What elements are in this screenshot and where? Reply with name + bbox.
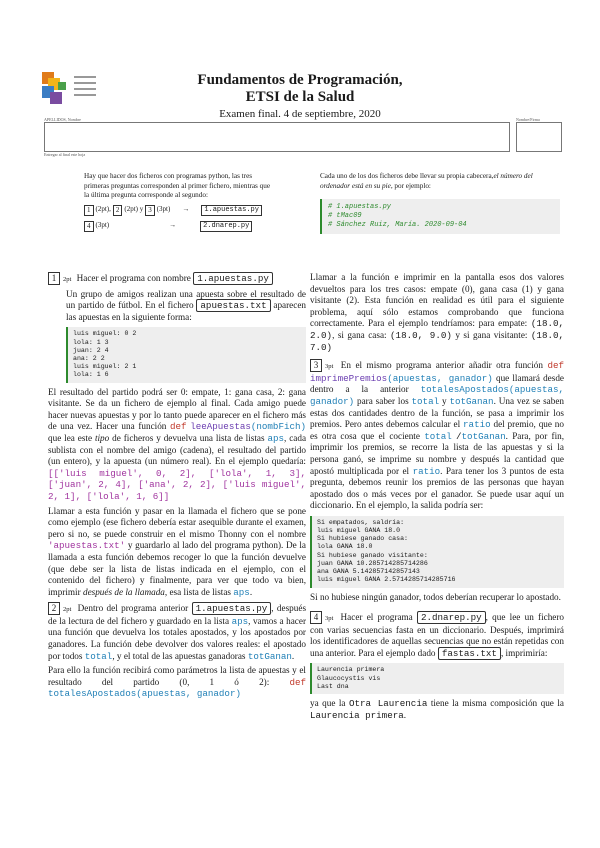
name-field[interactable] <box>44 122 510 152</box>
question-points: 3pt <box>325 363 334 371</box>
intro-right <box>320 172 560 234</box>
question-points: 2pt <box>63 276 72 283</box>
points: (3pt) <box>95 221 110 230</box>
sign-field-label: Nombre/Firma <box>516 117 540 122</box>
footnote: Entregar al final este hoja <box>44 152 86 157</box>
left-column <box>48 272 306 703</box>
question-number: 1 <box>48 272 60 285</box>
intro-text: Hay que hacer dos ficheros con programas python, las tres primeras preguntas corresponden al primer fichero, mientras que la última pregunta corresponde al segundo: <box>84 172 271 199</box>
question-ref: 1 <box>84 205 94 216</box>
file-map-row-1 <box>84 205 274 216</box>
points: (2pt), <box>95 205 111 214</box>
question-4: 4 3pt Hacer el programa 2.dnarep.py , que lee un fichero con varias secuencias fasta en un diccionario. Después, imprimirá los identificadores de aquellas secuencias que no están repetidas con una anterior. Para el ejemplo dado fastas.txt , imprimiría: Laurencia primera Glaucocystis vis Last dna ya que la Otra Laurencia tiene la misma composición que la Laurencia primera. <box>310 612 565 721</box>
file-name: 1.apuestas.py <box>201 205 262 216</box>
page-title <box>160 72 440 106</box>
premios-output-code: Si empatados, saldría: luis miguel GANA 18.0 Si hubiese ganado casa: lola GANA 18.0 Si hubiese ganado visitante: juan GANA 10.285714285714286 ana GANA 5.142857142857143 luis miguel GANA 2.5714285714285716 <box>310 516 564 588</box>
question-number: 4 <box>310 611 322 624</box>
arrow-right-icon: → <box>182 205 190 214</box>
name-field-label: APELLIDOS, Nombre <box>44 117 81 122</box>
question-number: 3 <box>310 359 322 372</box>
question-number: 2 <box>48 602 60 615</box>
dnarep-output-code: Laurencia primera Glaucocystis vis Last dna <box>310 663 564 694</box>
question-points: 3pt <box>325 615 334 623</box>
title-line-2: ETSI de la Salud <box>245 89 355 105</box>
right-column <box>310 272 564 724</box>
question-3: 3 3pt En el mismo programa anterior añadir otra función def imprimePremios(apuestas, ganador) que llamará desde dentro a la anterior totalesApostados(apuestas, ganador) para saber los total y totGanan. Una vez se saben estas dos cantidades dentro de la función, se pasa a imprimir los premios. Pero antes debemos calcular el ratio del premio, que no es otra cosa que el cociente total /totGanan. Para, por fin, imprimir los premios, se recorre la lista de las apuestas y si la persona ganó, se imprime su nombre y después la cantidad que apostó multiplicada por el ratio. Para tener los 3 puntos de esta pregunta, debemos reunir los premios de las personas que hayan apostado dos o más veces por el ganador. Se puede usar aquí un diccionario. En el ejemplo, la salida podría ser: Si empatados, saldría: luis miguel GANA 18.0 Si hubiese ganado casa: lola GANA 18.0 Si hubiese ganado visitante: juan GANA 10.285714285714286 ana GANA 5.142857142857143 luis miguel GANA 2.5714285714285716 Si no hubiese ningún ganador, todos deberían recuperar lo apostado. <box>310 360 565 602</box>
apuestas-example-code: luis miguel: 0 2 lola: 1 3 juan: 2 4 ana: 2 2 luis miguel: 2 1 lola: 1 6 <box>66 327 306 382</box>
file-name: 1.apuestas.py <box>193 272 273 285</box>
question-ref: 4 <box>84 221 94 232</box>
question-points: 2pt <box>63 606 72 614</box>
question-2: 2 2pt Dentro del programa anterior 1.apuestas.py , después de la lectura de del fichero y guardado en la lista aps, vamos a hacer una función que devuelva los totales apostados, y los apostados por ganadores. La función debe devolver dos valores reales: el apostado por todos total, y el total de las apuestas ganadoras totGanan. Para ello la función recibirá como parámetros la lista de apuestas y el resultado del partido (0, 1 ó 2): def totalesApostados(apuestas, ganador) <box>48 603 307 700</box>
header-instructions: Cada uno de los dos ficheros debe llevar su propia cabecera,el número del ordenador está en su pie, por ejemplo: <box>320 172 533 190</box>
list-example: [['luis miguel', 0, 2], ['lola', 1, 3], ['juan', 2, 4], ['ana', 2, 2], ['luis miguel', 2, 1], ['lola', 1, 6]] <box>48 467 306 502</box>
file-name: fastas.txt <box>438 647 501 660</box>
file-name: 1.apuestas.py <box>192 602 272 615</box>
exam-subtitle: Examen final. 4 de septiembre, 2020 <box>219 108 381 120</box>
header-code-example: # 1.apuestas.py # tMac09 # Sánchez Ruiz, María. 2020-09-04 <box>320 199 560 234</box>
points: (2pt) y <box>124 205 144 214</box>
question-ref: 3 <box>145 205 155 216</box>
points: (3pt) <box>156 205 171 214</box>
title-line-1: Fundamentos de Programación, <box>197 72 403 88</box>
file-name: 2.dnarep.py <box>200 221 252 232</box>
file-map <box>84 205 274 232</box>
file-map-row-2 <box>84 221 274 232</box>
file-name: apuestas.txt <box>196 299 270 312</box>
question-2-continued: Llamar a la función e imprimir en la pantalla esos dos valores devueltos para los tres casos: empate (0), gana casa (1) y gana visitante (2). Esta función en realidad es útil para el siguiente problema, aquí sólo estamos comprobando que funciona correctamente. Para el ejemplo tendríamos: para empate: (18.0, 2.0), si gana casa: (18.0, 9.0) y si gana visitante: (18.0, 7.0) <box>310 272 565 353</box>
signature-field[interactable] <box>516 122 562 152</box>
university-logo <box>40 68 140 110</box>
intro-left <box>84 172 274 237</box>
file-name: 2.dnarep.py <box>417 611 486 624</box>
question-1: 1 2pt Hacer el programa con nombre 1.apuestas.py Un grupo de amigos realizan una apuesta sobre el resultado de un partido de fútbol. En el fichero apuestas.txt aparecen las apuestas en la siguiente forma: luis miguel: 0 2 lola: 1 3 juan: 2 4 ana: 2 2 luis miguel: 2 1 lola: 1 6 El resultado del partido podrá ser 0: empate, 1: gana casa, 2: gana visitante. Se da un fichero de ejemplo al final. Cada amigo puede hacer nuevas apuestas y por lo tanto puede aparecer en el fichero más de una vez. Hacer una función def leeApuestas(nombFich) que lea este tipo de ficheros y devuelva una lista de listas aps, cada sublista con el nombre del amigo (cadena), el resultado del partido (un entero), y la apuesta (un número real). En el ejemplo quedaría: [['luis miguel', 0, 2], ['lola', 1, 3], ['juan', 2, 4], ['ana', 2, 2], ['luis miguel', 2, 1], ['lola', 1, 6]] Llamar a esta función y pasar en la llamada el fichero que se pone como ejemplo (ese fichero debería estar asequible durante el examen, pero si no, se puede construir en el mismo Thonny con el nombre 'apuestas.txt' y guardarlo al lado del programa python). De la llamada a esta función debemos recoger lo que la función devuelve (que debe ser la lista de listas indicada en el ejemplo, con el contenido del fichero) y finalmente, para ver que todo va bien, imprimir después de la llamada, esa lista de listas aps. <box>48 273 307 598</box>
question-ref: 2 <box>113 205 123 216</box>
arrow-right-icon: → <box>169 221 177 230</box>
